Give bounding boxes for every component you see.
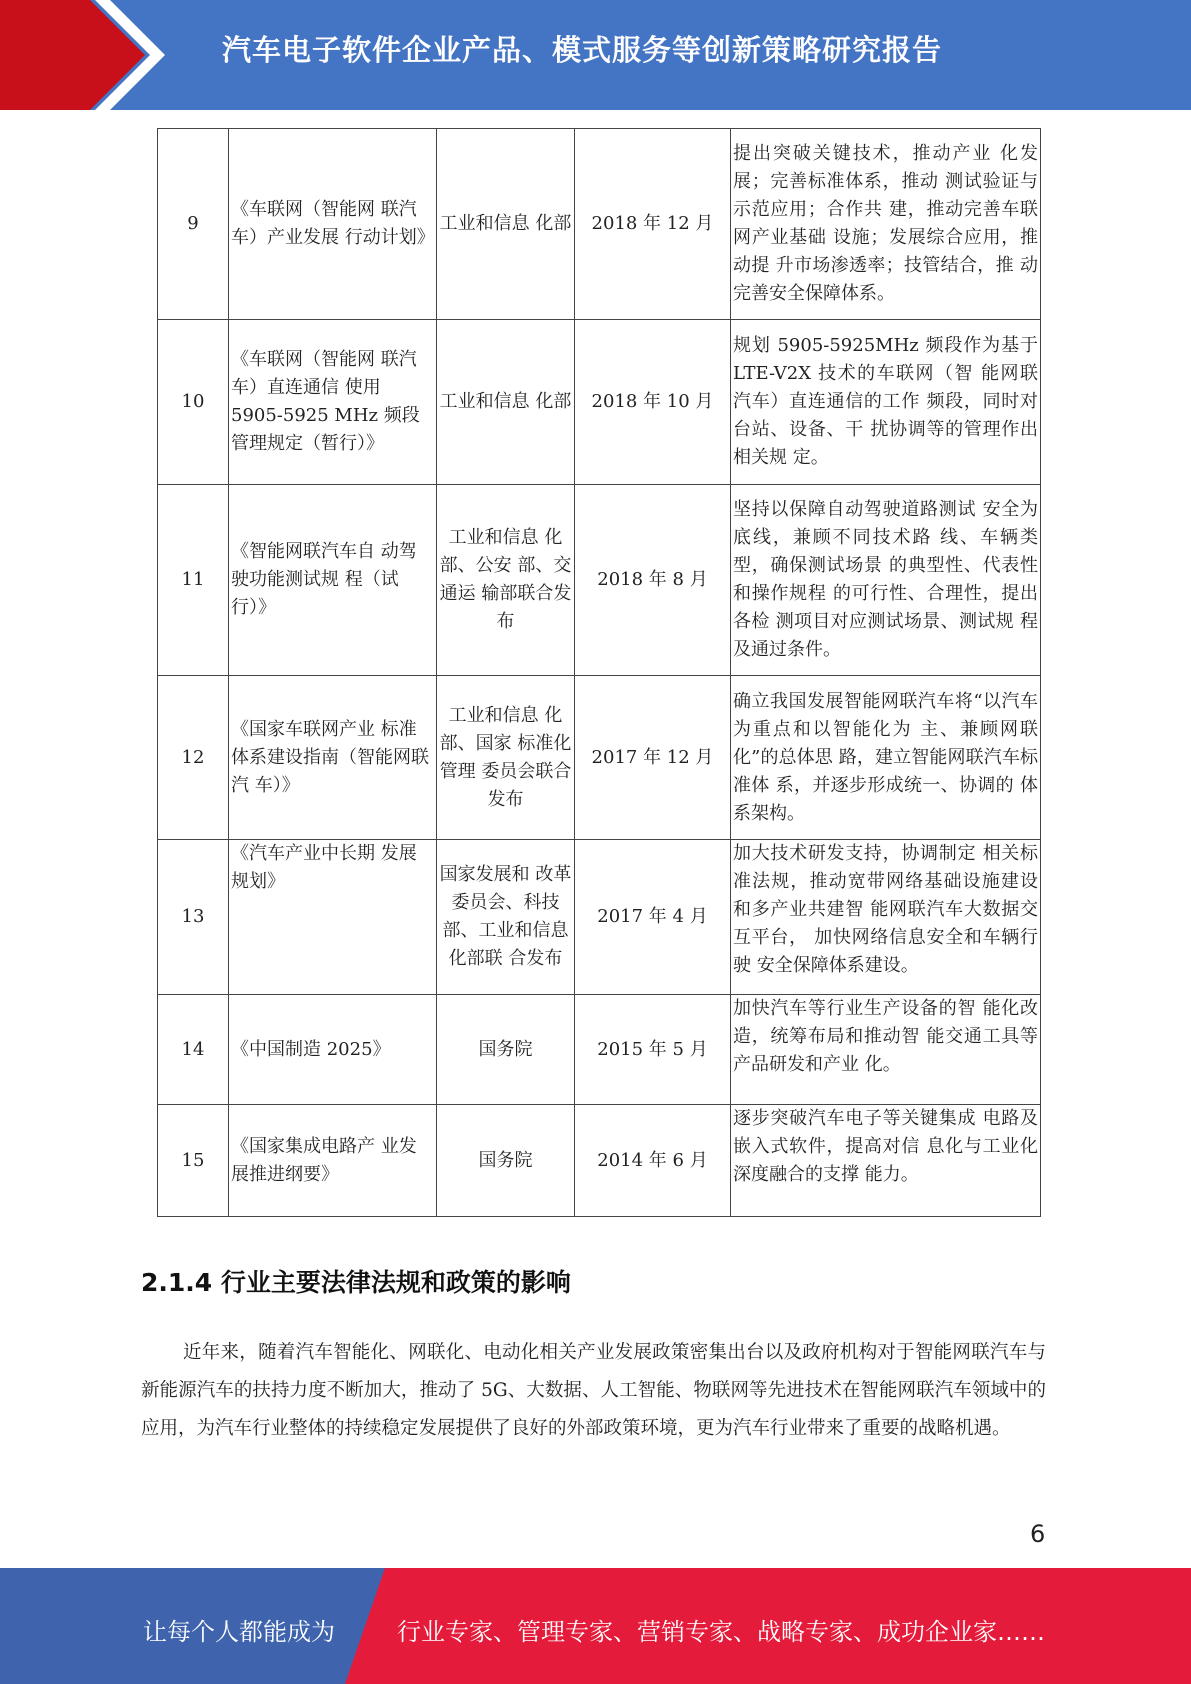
- row-number: 12: [158, 676, 229, 840]
- table-row: [158, 995, 1041, 1105]
- table-row: [158, 840, 1041, 995]
- policy-name: 《车联网（智能网 联汽车）产业发展 行动计划》: [229, 129, 437, 320]
- page-header: [0, 0, 1191, 110]
- row-number: 15: [158, 1105, 229, 1217]
- issuing-authority: 工业和信息 化部、公安 部、交通运 输部联合发 布: [437, 485, 575, 676]
- table-row: [158, 676, 1041, 840]
- policy-summary: 确立我国发展智能网联汽车将“以汽车为重点和以智能化为 主、兼顾网联化”的总体思 路，建立智能网联汽车标准体 系，并逐步形成统一、协调的 体系架构。: [731, 676, 1041, 840]
- issuing-authority: 工业和信息 化部、国家 标准化管理 委员会联合 发布: [437, 676, 575, 840]
- page-number: 6: [1030, 1520, 1046, 1548]
- table-row: [158, 485, 1041, 676]
- policy-name: 《国家车联网产业 标准体系建设指南（智能网联汽 车）》: [229, 676, 437, 840]
- policy-summary: 加大技术研发支持，协调制定 相关标准法规，推动宽带网络基础设施建设和多产业共建智 能网联汽车大数据交互平台， 加快网络信息安全和车辆行驶 安全保障体系建设。: [731, 840, 1041, 995]
- row-number: 11: [158, 485, 229, 676]
- policy-summary: 规划 5905-5925MHz 频段作为基于 LTE-V2X 技术的车联网（智 能网联汽车）直连通信的工作 频段，同时对台站、设备、干 扰协调等的管理作出相关规 定。: [731, 320, 1041, 485]
- issue-date: 2018 年 8 月: [575, 485, 731, 676]
- table-row: [158, 320, 1041, 485]
- policy-summary: 加快汽车等行业生产设备的智 能化改造，统筹布局和推动智 能交通工具等产品研发和产业 化。: [731, 995, 1041, 1105]
- policy-name: 《车联网（智能网 联汽车）直连通信 使用 5905-5925 MHz 频段管理规定（暂行）》: [229, 320, 437, 485]
- table-row: [158, 1105, 1041, 1217]
- row-number: 14: [158, 995, 229, 1105]
- issuing-authority: 国务院: [437, 1105, 575, 1217]
- table-row: [158, 129, 1041, 320]
- policy-summary: 逐步突破汽车电子等关键集成 电路及嵌入式软件，提高对信 息化与工业化深度融合的支撑 能力。: [731, 1105, 1041, 1217]
- issuing-authority: 国务院: [437, 995, 575, 1105]
- footer-slogan-left: 让每个人都能成为: [143, 1618, 335, 1646]
- issue-date: 2018 年 12 月: [575, 129, 731, 320]
- policy-summary: 提出突破关键技术，推动产业 化发展；完善标准体系，推动 测试验证与示范应用；合作共 建，推动完善车联网产业基础 设施；发展综合应用，推动提 升市场渗透率；技管结合，推 动完善安全保障体系。: [731, 129, 1041, 320]
- issuing-authority: 工业和信息 化部: [437, 320, 575, 485]
- footer-slogan-right: 行业专家、管理专家、营销专家、战略专家、成功企业家……: [397, 1618, 1045, 1646]
- policy-name: 《国家集成电路产 业发展推进纲要》: [229, 1105, 437, 1217]
- policy-name: 《汽车产业中长期 发展规划》: [229, 840, 437, 995]
- section-heading: 2.1.4 行业主要法律法规和政策的影响: [141, 1268, 571, 1297]
- policy-summary: 坚持以保障自动驾驶道路测试 安全为底线，兼顾不同技术路 线、车辆类型，确保测试场景 的典型性、代表性和操作规程 的可行性、合理性，提出各检 测项目对应测试场景、测试规 程及通过条件。: [731, 485, 1041, 676]
- row-number: 10: [158, 320, 229, 485]
- issue-date: 2017 年 4 月: [575, 840, 731, 995]
- policy-table: [157, 128, 1041, 1217]
- issue-date: 2017 年 12 月: [575, 676, 731, 840]
- row-number: 9: [158, 129, 229, 320]
- report-title: 汽车电子软件企业产品、模式服务等创新策略研究报告: [222, 33, 943, 67]
- body-paragraph: 近年来，随着汽车智能化、网联化、电动化相关产业发展政策密集出台以及政府机构对于智能网联汽车与新能源汽车的扶持力度不断加大，推动了 5G、大数据、人工智能、物联网等先进技术在智能网联汽车领域中的应用，为汽车行业整体的持续稳定发展提供了良好的外部政策环境，更为汽车行业带来了重要的战略机遇。: [141, 1342, 1046, 1439]
- issuing-authority: 国家发展和 改革委员会、科技 部、工业和信息化部联 合发布: [437, 840, 575, 995]
- policy-name: 《中国制造 2025》: [229, 995, 437, 1105]
- policy-name: 《智能网联汽车自 动驾驶功能测试规 程（试行）》: [229, 485, 437, 676]
- issue-date: 2015 年 5 月: [575, 995, 731, 1105]
- page-footer: [0, 1568, 1191, 1684]
- issuing-authority: 工业和信息 化部: [437, 129, 575, 320]
- issue-date: 2014 年 6 月: [575, 1105, 731, 1217]
- row-number: 13: [158, 840, 229, 995]
- issue-date: 2018 年 10 月: [575, 320, 731, 485]
